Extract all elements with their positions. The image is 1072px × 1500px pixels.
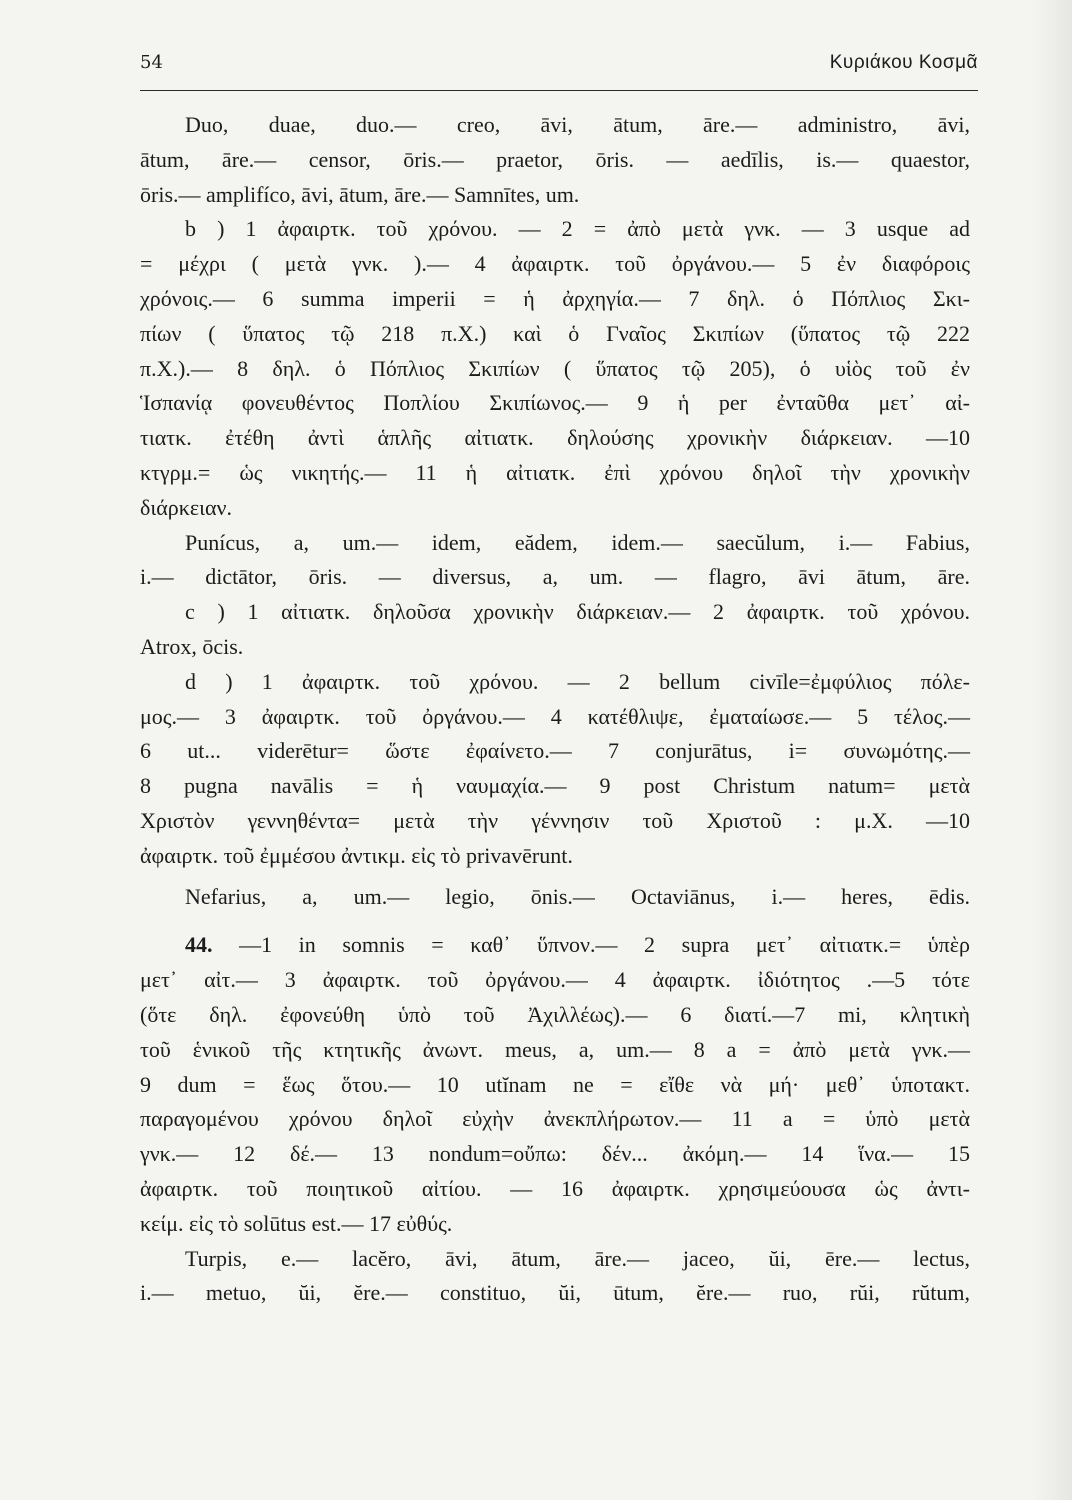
text-line: b ) 1 ἀφαιρτκ. τοῦ χρόνου. — 2 = ἀπὸ μετὰ γνκ. — 3 usque ad bbox=[185, 216, 970, 242]
body-text bbox=[140, 108, 970, 1311]
text-line: Turpis, e.— lacĕro, āvi, ātum, āre.— jaceo, ŭi, ēre.— lectus, bbox=[185, 1245, 970, 1271]
text-line: χρόνοις.— 6 summa imperii = ἡ ἀρχηγία.— 7 δηλ. ὁ Πόπλιος Σκι- bbox=[140, 285, 970, 311]
text-line: μος.— 3 ἀφαιρτκ. τοῦ ὀργάνου.— 4 κατέθλιψε, ἐματαίωσε.— 5 τέλος.— bbox=[140, 703, 970, 729]
section-number: 44. bbox=[185, 932, 213, 958]
text-line: ἀφαιρτκ. τοῦ ποιητικοῦ αἰτίου. — 16 ἀφαιρτκ. χρησιμεύουσα ὡς ἀντι- bbox=[140, 1175, 970, 1201]
text-line: Punícus, a, um.— idem, eădem, idem.— saecŭlum, i.— Fabius, bbox=[185, 529, 970, 555]
line-text: —1 in somnis = καθ᾿ ὕπνον.— 2 supra μετ᾿ αἰτιατκ.= ὑπὲρ bbox=[212, 932, 970, 958]
text-line: ātum, āre.— censor, ōris.— praetor, ōris. — aedīlis, is.— quaestor, bbox=[140, 146, 970, 172]
text-line: i.— metuo, ŭi, ĕre.— constituo, ŭi, ūtum, ĕre.— ruo, rŭi, rŭtum, bbox=[140, 1280, 970, 1306]
text-line: πίων ( ὕπατος τῷ 218 π.Χ.) καὶ ὁ Γναῖος Σκιπίων (ὕπατος τῷ 222 bbox=[140, 320, 970, 346]
page-edge-shadow bbox=[1032, 0, 1072, 1500]
text-line: 9 dum = ἕως ὅτου.— 10 utĭnam ne = εἴθε νὰ μή· μεθ᾿ ὑποτακτ. bbox=[140, 1071, 970, 1097]
text-line: (ὅτε δηλ. ἐφονεύθη ὑπὸ τοῦ Ἀχιλλέως).— 6 διατί.—7 mi, κλητικὴ bbox=[140, 1001, 970, 1027]
text-line: = μέχρι ( μετὰ γνκ. ).— 4 ἀφαιρτκ. τοῦ ὀργάνου.— 5 ἐν διαφόροις bbox=[140, 251, 970, 277]
text-line: Duo, duae, duo.— creo, āvi, ātum, āre.— administro, āvi, bbox=[185, 112, 970, 137]
text-line: Nefarius, a, um.— legio, ōnis.— Octaviānus, i.— heres, ēdis. bbox=[185, 883, 970, 909]
text-line: c ) 1 αἰτιατκ. δηλοῦσα χρονικὴν διάρκειαν.— 2 ἀφαιρτκ. τοῦ χρόνου. bbox=[185, 599, 970, 625]
text-line: γνκ.— 12 δέ.— 13 nondum=οὔπω: δέν... ἀκόμη.— 14 ἵνα.— 15 bbox=[140, 1141, 970, 1167]
text-line: κτγρμ.= ὡς νικητής.— 11 ἡ αἰτιατκ. ἐπὶ χρόνου δηλοῖ τὴν χρονικὴν bbox=[140, 459, 970, 485]
text-line bbox=[140, 928, 970, 963]
text-line: παραγομένου χρόνου δηλοῖ εὐχὴν ἀνεκπλήρωτον.— 11 a = ὑπὸ μετὰ bbox=[140, 1106, 970, 1132]
text-line: i.— dictātor, ōris. — diversus, a, um. — flagro, āvi ātum, āre. bbox=[140, 564, 970, 590]
text-line: d ) 1 ἀφαιρτκ. τοῦ χρόνου. — 2 bellum civīle=ἐμφύλιος πόλε- bbox=[185, 668, 970, 694]
text-line: ἀφαιρτκ. τοῦ ἐμμέσου ἀντικμ. εἰς τὸ privavērunt. bbox=[140, 842, 573, 868]
running-head: Κυριάκου Κοσμᾶ bbox=[829, 52, 978, 73]
text-line: τοῦ ἑνικοῦ τῆς κτητικῆς ἀνωντ. meus, a, um.— 8 a = ἀπὸ μετὰ γνκ.— bbox=[140, 1036, 970, 1062]
text-line: ōris.— amplifíco, āvi, ātum, āre.— Samnītes, um. bbox=[140, 181, 580, 207]
text-line: τιατκ. ἐτέθη ἀντὶ ἁπλῆς αἰτιατκ. δηλούσης χρονικὴν διάρκειαν. —10 bbox=[140, 425, 970, 451]
text-line: Ἱσπανίᾳ φονευθέντος Ποπλίου Σκιπίωνος.— 9 ἡ per ἐνταῦθα μετ᾿ αἰ- bbox=[140, 390, 970, 416]
text-line: Atrox, ōcis. bbox=[140, 633, 244, 659]
page-number: 54 bbox=[140, 52, 163, 73]
text-line: 8 pugna navālis = ἡ ναυμαχία.— 9 post Christum natum= μετὰ bbox=[140, 773, 970, 799]
text-line: κείμ. εἰς τὸ solūtus est.— 17 εὐθύς. bbox=[140, 1210, 453, 1236]
page-header bbox=[140, 52, 978, 91]
text-line: π.Χ.).— 8 δηλ. ὁ Πόπλιος Σκιπίων ( ὕπατος τῷ 205), ὁ υἱὸς τοῦ ἐν bbox=[140, 355, 970, 381]
text-line: 6 ut... viderētur= ὥστε ἐφαίνετο.— 7 conjurātus, i= συνωμότης.— bbox=[140, 738, 970, 764]
text-line: μετ᾿ αἰτ.— 3 ἀφαιρτκ. τοῦ ὀργάνου.— 4 ἀφαιρτκ. ἰδιότητος .—5 τότε bbox=[140, 967, 970, 993]
text-line: Χριστὸν γεννηθέντα= μετὰ τὴν γέννησιν τοῦ Χριστοῦ : μ.Χ. —10 bbox=[140, 807, 970, 833]
text-line: διάρκειαν. bbox=[140, 494, 233, 520]
